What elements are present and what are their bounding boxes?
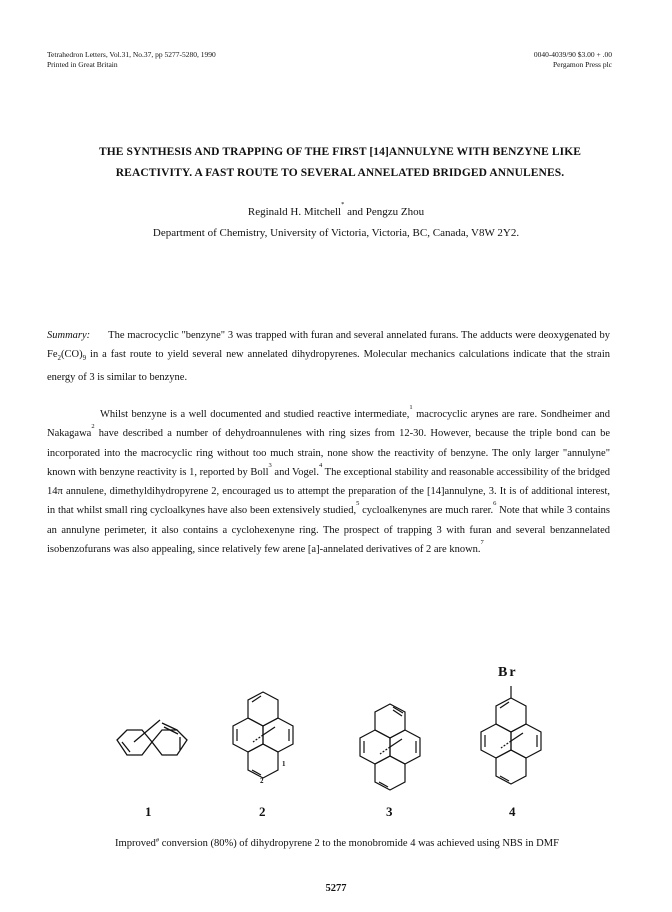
reference-mark: 5 (356, 500, 360, 508)
text-run: Note that while 3 contains an annulyne perimeter, it also contains a cyclohexenyne ring. The prospect of trapping 3 with furan and several benzannelated isobenzofurans was also appealing, since relatively few arene [a]-annelated derivatives of 2 are known. (47, 505, 610, 556)
journal-citation (47, 50, 216, 70)
note-text: conversion (80%) of dihydropyrene 2 to the monobromide 4 was achieved using NBS in DMF (159, 838, 559, 849)
corresponding-mark: * (341, 201, 345, 208)
reference-mark: 7 (480, 539, 484, 547)
author-block (0, 202, 672, 244)
citation-line: Tetrahedron Letters, Vol.31, No.37, pp 5277-5280, 1990 (47, 50, 216, 59)
reference-mark: 4 (318, 461, 323, 469)
author-1: Reginald H. Mitchell (247, 206, 342, 218)
note-mark: # (155, 837, 160, 844)
footnote-line (47, 838, 627, 849)
structures-figure (0, 660, 672, 820)
summary-text: (CO) (61, 349, 83, 360)
subscript: 2 (57, 354, 61, 363)
body-text (47, 405, 610, 559)
reference-mark: 3 (268, 461, 272, 469)
text-run: and Vogel. (271, 466, 319, 478)
affiliation: Department of Chemistry, University of Victoria, Victoria, BC, Canada, V8W 2Y2. (152, 227, 520, 239)
structure-1-drawing (112, 715, 192, 775)
title-line-1: THE SYNTHESIS AND TRAPPING OF THE FIRST [14]ANNULYNE WITH BENZYNE LIKE (98, 146, 582, 158)
title-line-2: REACTIVITY. A FAST ROUTE TO SEVERAL ANNELATED BRIDGED ANNULENES. (115, 167, 565, 179)
page-number: 5277 (325, 883, 347, 894)
bromine-label: Br (498, 665, 518, 680)
publisher-info (534, 50, 612, 70)
text-run: cycloalkenynes are much rarer. (359, 505, 494, 517)
summary-text: The macrocyclic "benzyne" 3 was trapped with furan and several annelated furans. The adducts were deoxygenated by Fe (47, 330, 610, 360)
reference-mark: 6 (493, 500, 497, 508)
author-2: and Pengzu Zhou (344, 206, 425, 218)
paper-title (80, 142, 600, 184)
printed-in-line: Printed in Great Britain (47, 60, 118, 69)
text-run: The exceptional stability and reasonable accessibility of the bridged 14π annulene, dimethyldihydropyrene 2, encouraged us to attempt the preparation of the [14]annulyne, 3. It is of additional interest, in that whilst small ring cycloalkynes have also been extensively studied, (47, 466, 611, 517)
compound-1-label: 1 (145, 804, 152, 819)
structure-3-drawing (355, 696, 425, 796)
subscript: 9 (82, 354, 87, 363)
position-1-label: 1 (282, 760, 286, 768)
compound-4-label: 4 (509, 804, 516, 819)
position-2-label: 2 (260, 777, 264, 785)
structure-2-drawing (228, 682, 298, 792)
paragraph (47, 405, 610, 559)
publisher-line: Pergamon Press plc (552, 60, 612, 69)
compound-2-label: 2 (259, 804, 266, 819)
summary-label: Summary: (47, 330, 91, 341)
text-run: have described a number of dehydroannulenes with ring sizes from 12-30. However, because the triple bond can be incorporated into the macrocyclic ring without too much strain, none show the reactivity of benzyne. The only larger "annulyne" known with benzyne reactivity is 1, reported by Boll (47, 428, 610, 478)
summary (47, 326, 610, 387)
text-run: Whilst benzyne is a well documented and studied reactive intermediate, (100, 409, 410, 420)
summary-text: in a fast route to yield several new annelated dihydropyrenes. Molecular mechanics calculations indicate that the strain energy of 3 is similar to benzyne. (47, 349, 610, 384)
note-text: Improved (115, 838, 156, 849)
text-run: macrocyclic arynes are rare. Sondheimer and Nakagawa (47, 409, 610, 440)
structure-4-drawing (476, 684, 546, 794)
reference-mark: 2 (91, 423, 95, 431)
reference-mark: 1 (409, 404, 413, 411)
compound-3-label: 3 (386, 804, 393, 819)
author-names (0, 202, 672, 223)
price-line: 0040-4039/90 $3.00 + .00 (533, 50, 612, 59)
